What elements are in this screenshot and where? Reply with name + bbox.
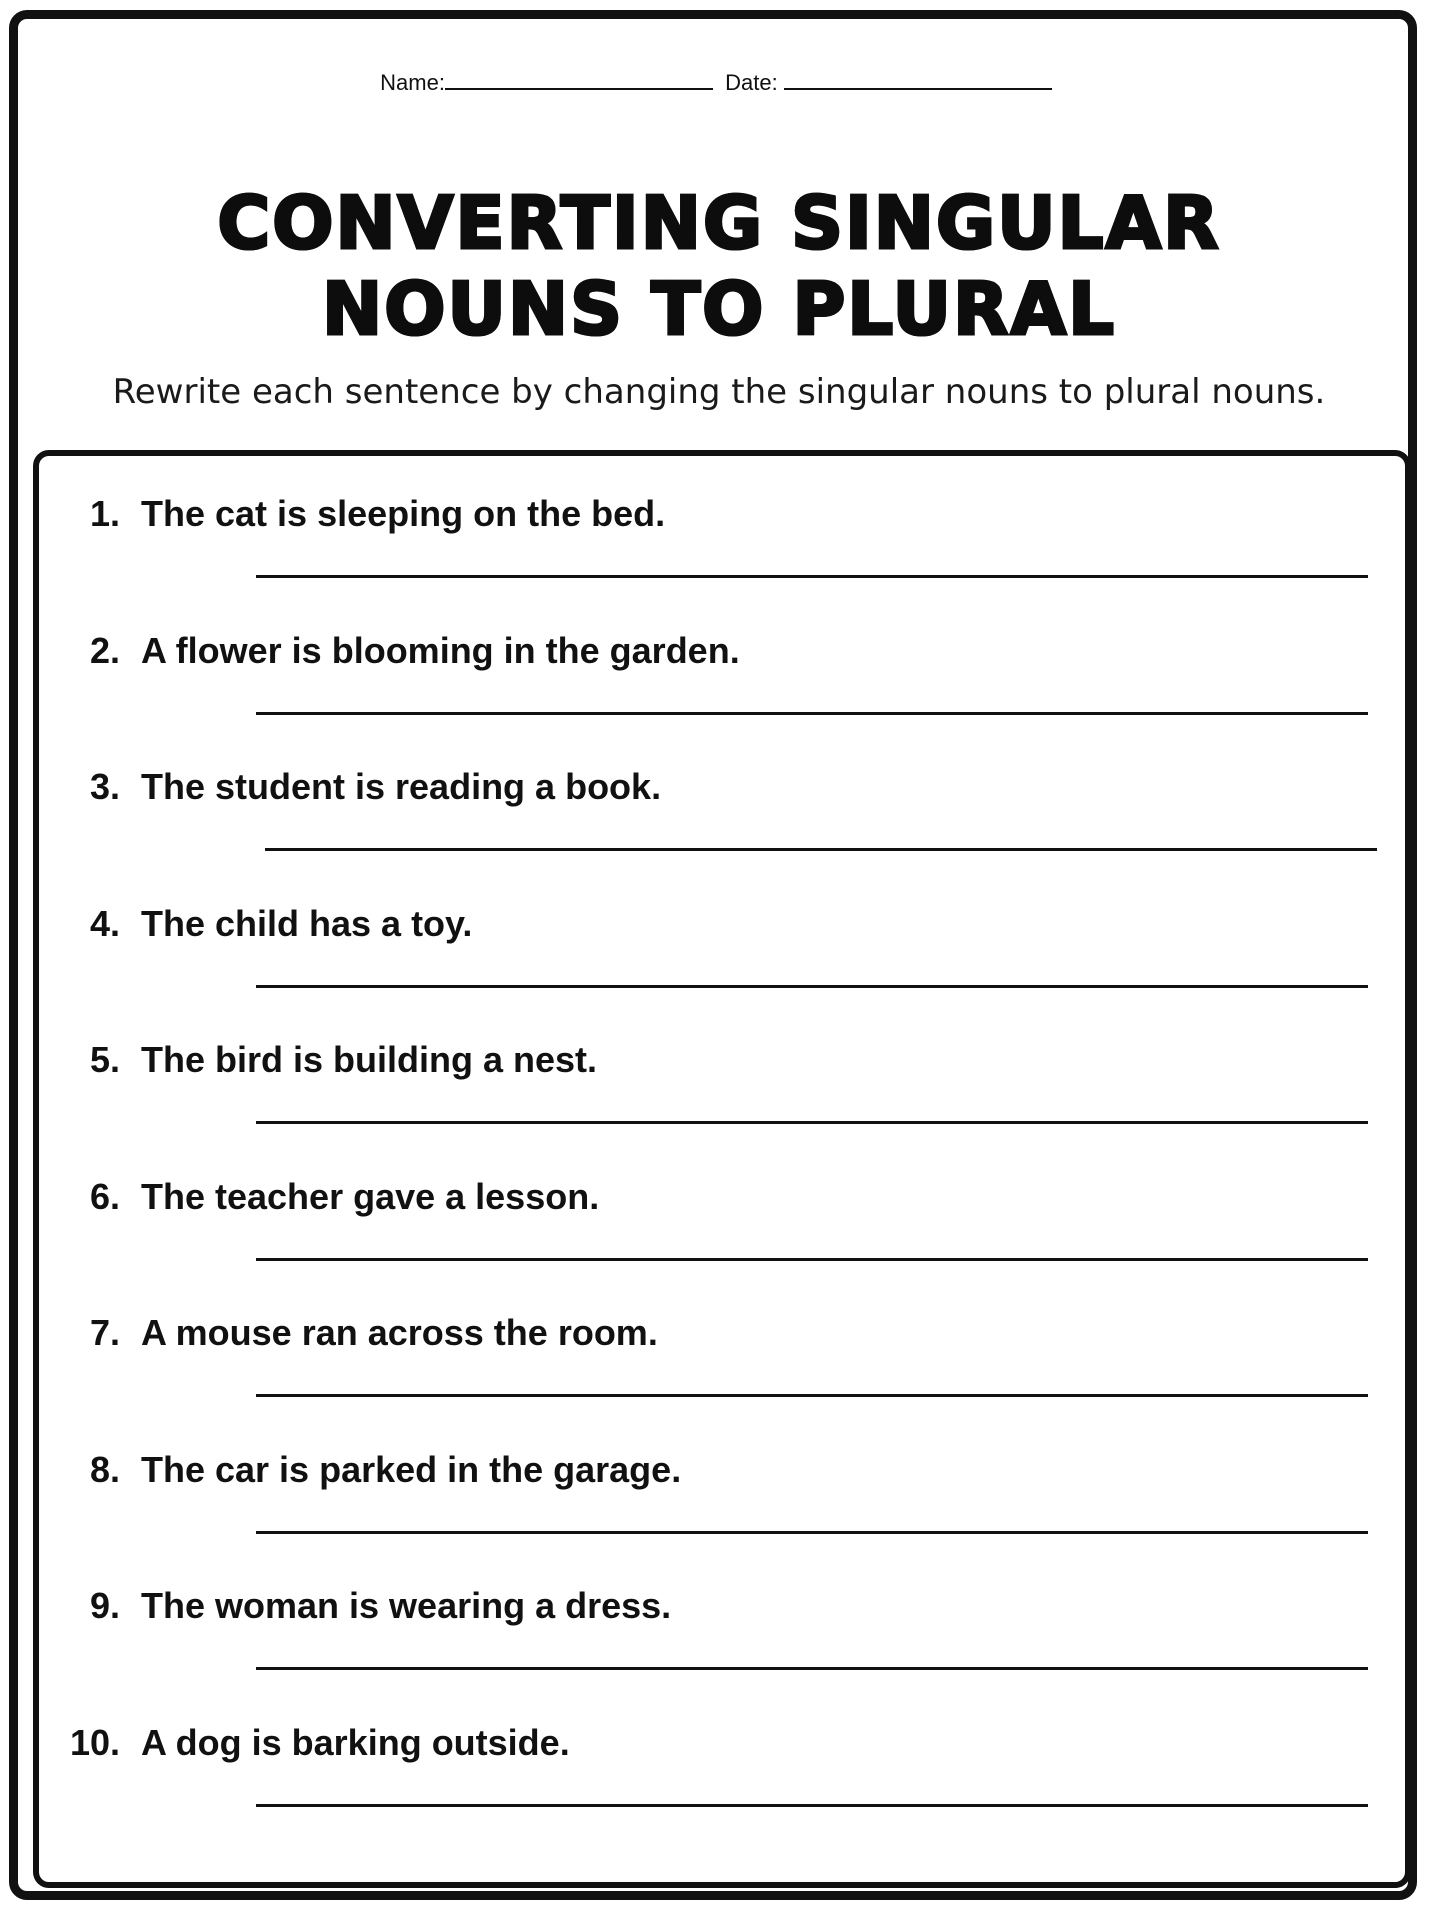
exercise-item bbox=[0, 1040, 1438, 1177]
item-number: 4. bbox=[89, 903, 120, 944]
item-number: 3. bbox=[89, 766, 120, 807]
date-label: Date: bbox=[725, 70, 778, 95]
answer-line[interactable] bbox=[256, 1394, 1368, 1397]
name-label: Name: bbox=[380, 70, 445, 95]
name-field[interactable] bbox=[445, 70, 713, 90]
answer-line[interactable] bbox=[256, 712, 1368, 715]
answer-line[interactable] bbox=[256, 575, 1368, 578]
item-sentence: The woman is wearing a dress. bbox=[141, 1585, 672, 1626]
exercise-item bbox=[0, 1313, 1438, 1450]
exercise-item bbox=[0, 494, 1438, 631]
item-sentence: The bird is building a nest. bbox=[141, 1039, 598, 1080]
item-number: 8. bbox=[89, 1449, 120, 1490]
instructions: Rewrite each sentence by changing the singular nouns to plural nouns. bbox=[112, 372, 1326, 412]
item-sentence: A flower is blooming in the garden. bbox=[141, 630, 740, 671]
worksheet-title bbox=[0, 180, 1438, 352]
exercise-item bbox=[0, 904, 1438, 1041]
item-sentence: The student is reading a book. bbox=[141, 766, 662, 807]
item-number: 5. bbox=[89, 1039, 120, 1080]
item-number: 6. bbox=[89, 1176, 120, 1217]
exercise-item bbox=[0, 1177, 1438, 1314]
answer-line[interactable] bbox=[256, 1804, 1368, 1807]
item-number: 1. bbox=[89, 493, 120, 534]
item-sentence: The teacher gave a lesson. bbox=[141, 1176, 600, 1217]
item-number: 9. bbox=[89, 1585, 120, 1626]
name-date-row bbox=[0, 70, 1438, 96]
title-line-2: NOUNS TO PLURAL bbox=[0, 266, 1438, 352]
item-sentence: The child has a toy. bbox=[141, 903, 473, 944]
exercise-item bbox=[0, 631, 1438, 768]
exercise-item bbox=[0, 1450, 1438, 1587]
answer-line[interactable] bbox=[256, 1258, 1368, 1261]
answer-line[interactable] bbox=[256, 985, 1368, 988]
item-sentence: A dog is barking outside. bbox=[141, 1722, 570, 1763]
answer-line[interactable] bbox=[265, 848, 1377, 851]
exercise-item bbox=[0, 1723, 1438, 1860]
date-field[interactable] bbox=[784, 70, 1052, 90]
item-number: 7. bbox=[89, 1312, 120, 1353]
title-line-1: CONVERTING SINGULAR bbox=[0, 180, 1438, 266]
item-sentence: The cat is sleeping on the bed. bbox=[141, 493, 666, 534]
answer-line[interactable] bbox=[256, 1121, 1368, 1124]
answer-line[interactable] bbox=[256, 1531, 1368, 1534]
answer-line[interactable] bbox=[256, 1667, 1368, 1670]
item-number: 10. bbox=[69, 1722, 120, 1763]
item-sentence: The car is parked in the garage. bbox=[141, 1449, 682, 1490]
exercise-item bbox=[0, 1586, 1438, 1723]
item-sentence: A mouse ran across the room. bbox=[141, 1312, 658, 1353]
item-number: 2. bbox=[89, 630, 120, 671]
exercise-item bbox=[0, 767, 1438, 904]
